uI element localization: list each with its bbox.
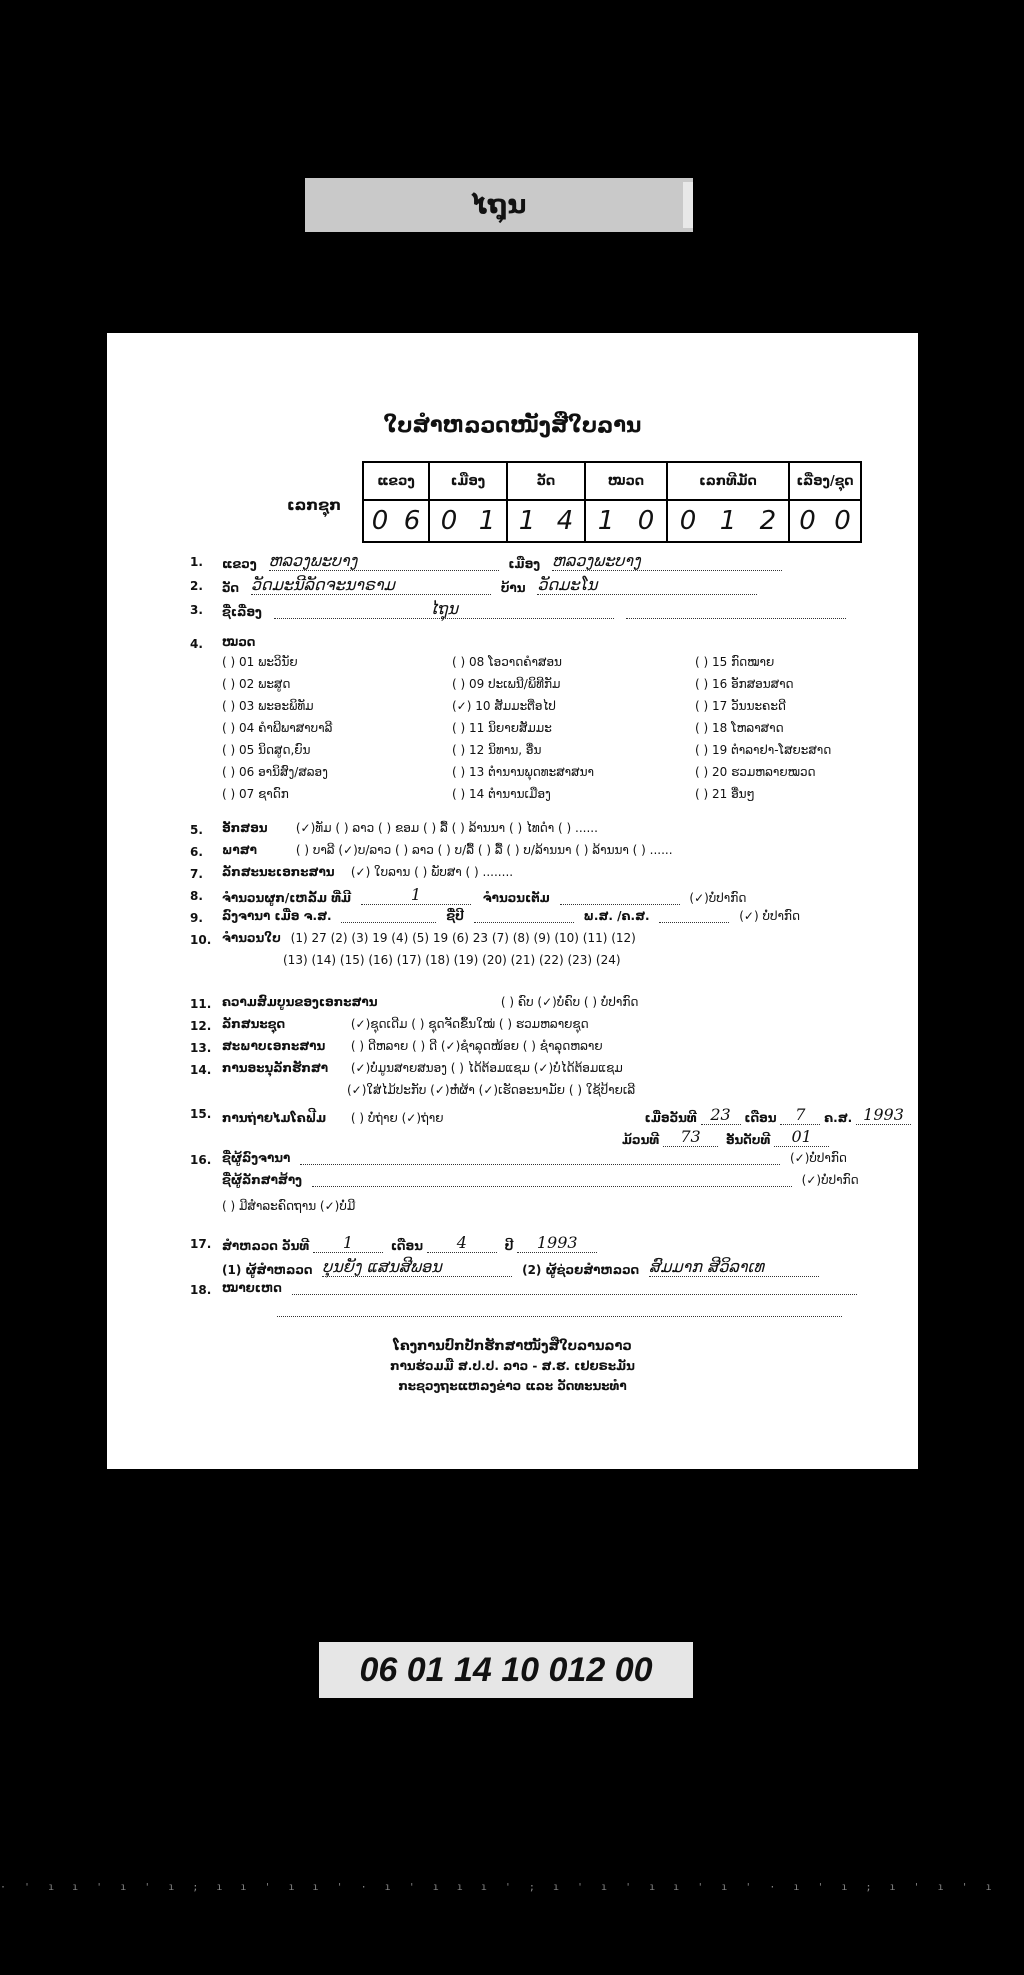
code-header: ໝວດ [585, 462, 667, 500]
village-label: ບ້ານ [500, 581, 526, 595]
code-header: ເລກທີມັດ [667, 462, 789, 500]
bottom-code-text: 06 01 14 10 012 00 [359, 1650, 653, 1689]
row-7 [222, 865, 513, 879]
survey-year-value: 1993 [517, 1233, 597, 1253]
title-extra-line [626, 618, 846, 619]
category-item: ( ) 16 ອັກສອນສາດ [695, 677, 794, 691]
copier-option: (✓)ບໍ່ປາກົດ [801, 1173, 859, 1187]
reel-label: ມ້ວນທີ [622, 1133, 660, 1147]
surveyor-label: (1) ຜູ້ສໍາຫລວດ [222, 1263, 313, 1277]
code-digit: 0 [371, 506, 389, 536]
reel-value: 73 [663, 1127, 718, 1147]
row-8 [222, 885, 746, 905]
form-title: ໃບສໍາຫລວດໜັງສືໃບລານ [383, 413, 642, 437]
full-count-option: (✓)ບໍ່ປາກົດ [689, 891, 747, 905]
category-item: ( ) 19 ຕໍາລາຢາ-ໂສຍະສາດ [695, 743, 832, 757]
category-item: ( ) 08 ໂອວາດຄໍາສອນ [452, 655, 562, 669]
code-digit: 6 [403, 506, 421, 536]
microfilm-year-value: 1993 [856, 1105, 911, 1125]
category-item: ( ) 04 ຄໍາພີພາສາບາລີ [222, 721, 333, 735]
code-label: ເລກຊຸກ [287, 496, 342, 514]
inscribed-label: ລົງຈານາ ເມື່ອ ຈ.ສ. [222, 909, 332, 923]
category-item: ( ) 13 ຕໍານານພຸດທະສາສນາ [452, 765, 594, 779]
survey-date-label: ສໍາຫລວດ ວັນທີ [222, 1239, 310, 1253]
copier-label: ຊື່ຜູ້ລັກສາສ້າງ [222, 1173, 302, 1187]
copier-line [312, 1186, 792, 1187]
category-item: ( ) 06 ອານິສົງ/ສລອງ [222, 765, 328, 779]
row-number: 3. [190, 603, 203, 617]
leaf-count-line1: (1) 27 (2) (3) 19 (4) (5) 19 (6) 23 (7) (8) (9) (10) (11) (12) [290, 931, 636, 945]
code-digit: 1 [507, 500, 546, 542]
preservation-options-2: (✓)ໃສ່ໄມ້ປະກັບ (✓)ຫໍ່ຜ້າ (✓)ເຮັດອະນາມັຍ ( ) ໃຊ້ປ້າຍເລີ [347, 1083, 636, 1097]
microfilm-options: ( ) ບໍ່ຖ່າຍ (✓)ຖ່າຍ [350, 1111, 444, 1125]
completeness-label: ຄວາມສົມບູນຂອງເອກະສານ [222, 995, 378, 1009]
leaf-count-label: ຈໍານວນໃບ [222, 931, 281, 945]
category-item: ( ) 09 ປະເພນີ/ພິທີກັມ [452, 677, 561, 691]
district-value: ຫລວງພະບາງ [552, 551, 782, 571]
row-6 [222, 843, 673, 857]
category-item: ( ) 07 ຊາດົກ [222, 787, 289, 801]
row-number: 1. [190, 555, 203, 569]
row-1 [222, 551, 782, 571]
row-number: 12. [190, 1019, 212, 1033]
temple-value: ວັດມະນີລັດຈະນາຣາມ [251, 575, 491, 595]
row-18 [222, 1281, 857, 1295]
category-item: ( ) 11 ນິຍາຍສັມມະ [452, 721, 552, 735]
row-17 [222, 1233, 597, 1253]
full-count-label: ຈໍານວນເຕັມ [482, 891, 550, 905]
row-number: 7. [190, 867, 203, 881]
condition-options: ( ) ດີຫລາຍ ( ) ດີ (✓)ຊໍາລຸດໜ້ອຍ ( ) ຊໍາລຸດຫລາຍ [350, 1039, 603, 1053]
row-15 [222, 1105, 911, 1125]
year-name-line [474, 922, 574, 923]
row-14 [222, 1061, 623, 1075]
frame-label: ອັນດັບທີ [725, 1133, 771, 1147]
row-5 [222, 821, 598, 835]
code-digit: 0 [667, 500, 708, 542]
fascicle-count-label: ຈໍານວນຜູກ/ເຫລັ້ມ ທີ່ມີ [222, 891, 352, 905]
remarks-label: ໝາຍເຫດ [222, 1281, 282, 1295]
row-3-label: ຊື່ເລື່ອງ [222, 605, 262, 619]
code-header-row [363, 462, 861, 500]
doc-type-label: ລັກສະນະເອກະສານ [222, 865, 335, 879]
assistant-value: ສົມມາກ ສີວິລາເທ [649, 1257, 819, 1277]
preservation-options-1: (✓)ບໍ່ມູນສາຍສນອງ ( ) ໄດ້ຕ້ອມແຊມ (✓)ບໍ່ໄດ້ຕ້ອມແຊມ [350, 1061, 623, 1075]
row-12 [222, 1017, 589, 1031]
title-value: ໄຖຸນ [274, 599, 614, 619]
remarks-line [277, 1316, 842, 1317]
district-label: ເມືອງ [508, 557, 541, 571]
category-item: ( ) 02 ພະສູດ [222, 677, 291, 691]
code-header: ເມືອງ [429, 462, 507, 500]
category-item: (✓) 10 ສັມມະຕີ່ອໄປ [452, 699, 556, 713]
bottom-code-label [319, 1642, 693, 1698]
scan-noise-strip: · ' ı ı ' ı ' ı ; ı ı ' ı ı ' · ı ' ı ı ı ' ; ı ' ı ' ı ı ' ı ' · ı ' ı ; ı ' ı ' ı [0, 1882, 998, 1893]
inscribed-option: (✓) ບໍ່ປາກົດ [739, 909, 800, 923]
code-digit: 0 [429, 500, 468, 542]
set-type-options: (✓)ຊຸດເດີມ ( ) ຊຸດຈັດຂຶ້ນໃໝ່ ( ) ຮວມຫລາຍຊຸດ [350, 1017, 589, 1031]
row-2-label: ວັດ [222, 581, 240, 595]
row-13 [222, 1039, 603, 1053]
code-digit: 0 [789, 500, 825, 542]
row-1-label: ແຂວງ [222, 557, 257, 571]
code-digit: 1 [478, 506, 496, 536]
row-number: 15. [190, 1107, 212, 1121]
full-count-line [560, 904, 680, 905]
row-number: 8. [190, 889, 203, 903]
code-digit: 1 [585, 500, 626, 542]
category-item: ( ) 18 ໂຫລາສາດ [695, 721, 784, 735]
code-digit-row [363, 500, 861, 542]
category-item: ( ) 12 ນິທານ, ອື່ນ [452, 743, 542, 757]
microfilm-month-label: ເດືອນ [744, 1111, 777, 1125]
completeness-options: ( ) ຄົບ (✓)ບໍ່ຄົບ ( ) ບໍ່ປາກົດ [500, 995, 639, 1009]
era-line [659, 922, 729, 923]
province-value: ຫລວງພະບາງ [269, 551, 499, 571]
label-edge [683, 182, 693, 228]
code-digit: 0 [637, 506, 655, 536]
category-item: ( ) 03 ພະອະພິທັມ [222, 699, 314, 713]
code-header: ເລື່ອງ/ຊຸດ [789, 462, 861, 500]
row-17b [222, 1257, 819, 1277]
microfilm-label: ການຖ່າຍໄມໂຄຟີມ [222, 1111, 327, 1125]
row-number: 17. [190, 1237, 212, 1251]
category-label: ໝວດ [222, 635, 256, 649]
language-label: ພາສາ [222, 843, 257, 857]
doc-type-options: (✓) ໃບລານ ( ) ພັບສາ ( ) ........ [350, 865, 514, 879]
microfilm-date-value: 23 [701, 1105, 741, 1125]
assistant-label: (2) ຜູ້ຊ່ວຍສໍາຫລວດ [522, 1263, 640, 1277]
category-item: ( ) 14 ຕໍານານເມືອງ [452, 787, 551, 801]
row-2 [222, 575, 757, 595]
code-header: ແຂວງ [363, 462, 429, 500]
village-value: ວັດມະໂນ [537, 575, 757, 595]
row-number: 11. [190, 997, 212, 1011]
footer-line: ການຮ່ວມມື ສ.ປ.ປ. ລາວ - ສ.ຮ. ເຢຍຣະມັນ [390, 1359, 635, 1373]
script-options: (✓)ທັມ ( ) ລາວ ( ) ຂອມ ( ) ລື້ ( ) ລ້ານນາ ( ) ໄທດໍາ ( ) ...... [295, 821, 598, 835]
language-options: ( ) ບາລີ (✓)ບ/ລາວ ( ) ລາວ ( ) ບ/ລື້ ( ) ລື້ ( ) ບ/ລ້ານນາ ( ) ລ້ານນາ ( ) ...... [295, 843, 673, 857]
remarks-line [292, 1294, 857, 1295]
code-table [362, 461, 862, 543]
category-item: ( ) 20 ຮວມຫລາຍໝວດ [695, 765, 816, 779]
row-number: 10. [190, 933, 212, 947]
microfilm-date-label: ເມື່ອວັນທີ [644, 1111, 697, 1125]
row-number: 4. [190, 637, 203, 651]
row-number: 5. [190, 823, 203, 837]
row-number: 14. [190, 1063, 212, 1077]
top-title-text: ໄຖຸນ [471, 190, 527, 220]
surveyor-value: ບຸນຍັງ ແສນສີພອນ [322, 1257, 512, 1277]
row-number: 9. [190, 911, 203, 925]
survey-form-sheet [107, 333, 918, 1469]
code-header: ວັດ [507, 462, 585, 500]
category-item: ( ) 21 ອື່ນໆ [695, 787, 755, 801]
row-9 [222, 909, 800, 923]
leaf-count-line2: (13) (14) (15) (16) (17) (18) (19) (20) (21) (22) (23) (24) [283, 953, 621, 967]
row-16c: ( ) ມີສໍາລະຄົດຖານ (✓)ບໍ່ມີ [222, 1199, 356, 1213]
row-number: 2. [190, 579, 203, 593]
preservation-label: ການອະນຸລັກຮັກສາ [222, 1061, 329, 1075]
year-name-label: ຊື່ປີ [446, 909, 464, 923]
survey-year-label: ປີ [504, 1239, 514, 1253]
code-digit: 4 [556, 506, 574, 536]
footer-line: ໂຄງການປົກປັກຮັກສາໜັງສືໃບລານລາວ [393, 1339, 632, 1354]
code-digit: 1 [719, 506, 737, 536]
survey-month-value: 4 [427, 1233, 497, 1253]
category-item: ( ) 17 ວັນນະຄະດີ [695, 699, 786, 713]
survey-month-label: ເດືອນ [390, 1239, 423, 1253]
inscribed-line [341, 922, 436, 923]
row-number: 6. [190, 845, 203, 859]
donor-line [300, 1164, 780, 1165]
code-digit: 0 [834, 506, 851, 536]
category-item: ( ) 01 ພະວິນັຍ [222, 655, 298, 669]
row-number: 13. [190, 1041, 212, 1055]
category-item: ( ) 05 ນິດສູດ,ຍົນ [222, 743, 311, 757]
category-item: ( ) 15 ກົດໝາຍ [695, 655, 775, 669]
script-label: ອັກສອນ [222, 821, 268, 835]
top-title-label [305, 178, 693, 232]
microfilm-year-label: ຄ.ສ. [824, 1111, 853, 1125]
row-number: 18. [190, 1283, 212, 1297]
donor-label: ຊື່ຜູ້ລົງຈານາ [222, 1151, 291, 1165]
survey-day-value: 1 [313, 1233, 383, 1253]
condition-label: ສະພາບເອກະສານ [222, 1039, 326, 1053]
microfilm-reel-row [622, 1127, 829, 1147]
row-number: 16. [190, 1153, 212, 1167]
row-16 [222, 1151, 847, 1165]
row-16b [222, 1173, 859, 1187]
footer-line: ກະຊວງຖະແຫລງຂ່າວ ແລະ ວັດທະນະທໍາ [398, 1379, 627, 1393]
row-10 [222, 931, 636, 945]
era-label: ພ.ສ. /ຄ.ສ. [583, 909, 650, 923]
microfilm-month-value: 7 [780, 1105, 820, 1125]
fascicle-count-value: 1 [361, 885, 471, 905]
remarks-line-2 [277, 1303, 842, 1317]
donor-option: (✓)ບໍ່ປາກົດ [790, 1151, 847, 1165]
row-11 [222, 995, 638, 1009]
set-type-label: ລັກສນະຊຸດ [222, 1017, 286, 1031]
frame-value: 01 [774, 1127, 829, 1147]
code-digit: 2 [759, 506, 777, 536]
row-3 [222, 599, 846, 619]
